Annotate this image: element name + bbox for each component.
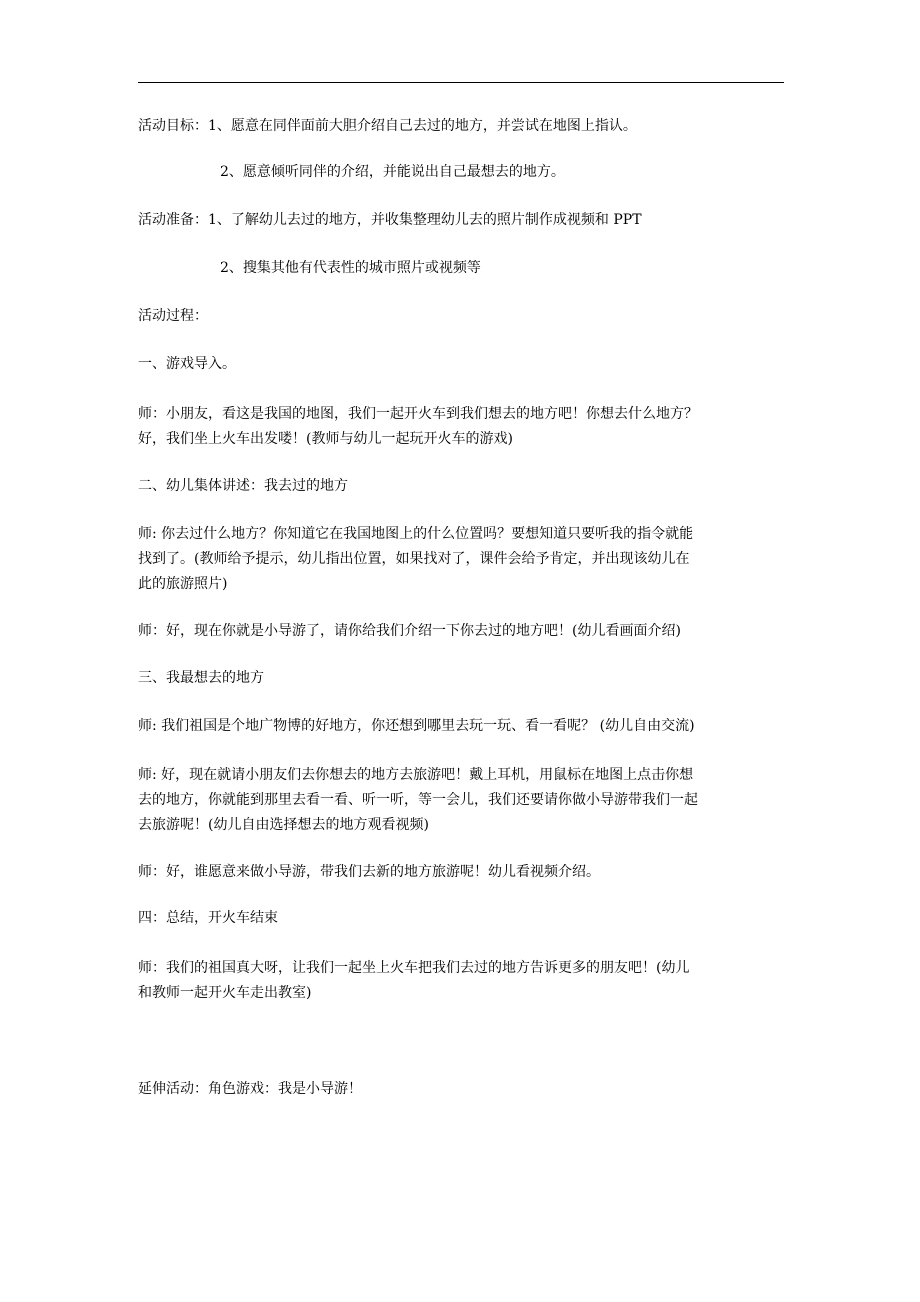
section-2-heading: 二、幼儿集体讲述：我去过的地方 (138, 478, 348, 494)
paragraph-line: 去的地方，你就能到那里去看一看、听一听，等一会儿，我们还要请你做小导游带我们一起 (138, 792, 698, 808)
goal-line-1: 活动目标：1、愿意在同伴面前大胆介绍自己去过的地方，并尝试在地图上指认。 (138, 118, 637, 134)
paragraph-line: 找到了。(教师给予提示，幼儿指出位置，如果找对了，课件会给予肯定，并出现该幼儿在 (138, 551, 690, 567)
paragraph-line: 师：好，现在你就是小导游了，请你给我们介绍一下你去过的地方吧！(幼儿看画面介绍) (138, 623, 681, 639)
paragraph-line: 师: 我们祖国是个地广物博的好地方，你还想到哪里去玩一玩、看一看呢？ (幼儿自由交流) (138, 718, 695, 734)
prep-line-1: 活动准备：1、了解幼儿去过的地方，并收集整理幼儿去的照片制作成视频和 PPT (138, 212, 642, 228)
paragraph-line: 师：好，谁愿意来做小导游，带我们去新的地方旅游呢！幼儿看视频介绍。 (138, 864, 600, 880)
paragraph-line: 去旅游呢！(幼儿自由选择想去的地方观看视频) (138, 817, 429, 833)
section-4-heading: 四：总结，开火车结束 (138, 910, 278, 926)
paragraph-line: 此的旅游照片) (138, 576, 228, 592)
section-1-heading: 一、游戏导入。 (138, 356, 236, 372)
process-heading: 活动过程： (138, 308, 208, 324)
paragraph-line: 师：我们的祖国真大呀，让我们一起坐上火车把我们去过的地方告诉更多的朋友吧！(幼儿 (138, 960, 690, 976)
prep-line-2: 2、搜集其他有代表性的城市照片或视频等 (220, 260, 481, 276)
goal-line-2: 2、愿意倾听同伴的介绍，并能说出自己最想去的地方。 (220, 164, 565, 180)
paragraph-line: 和教师一起开火车走出教室) (138, 985, 312, 1001)
header-rule (138, 82, 784, 83)
paragraph-line: 师: 好，现在就请小朋友们去你想去的地方去旅游吧！戴上耳机，用鼠标在地图上点击你想 (138, 767, 694, 783)
section-3-heading: 三、我最想去的地方 (138, 670, 264, 686)
paragraph-line: 师：小朋友，看这是我国的地图，我们一起开火车到我们想去的地方吧！你想去什么地方？ (138, 406, 698, 422)
extension-activity: 延伸活动：角色游戏：我是小导游！ (138, 1081, 362, 1097)
paragraph-line: 好，我们坐上火车出发喽！(教师与幼儿一起玩开火车的游戏) (138, 431, 513, 447)
paragraph-line: 师: 你去过什么地方？你知道它在我国地图上的什么位置吗？要想知道只要听我的指令就能 (138, 526, 694, 542)
